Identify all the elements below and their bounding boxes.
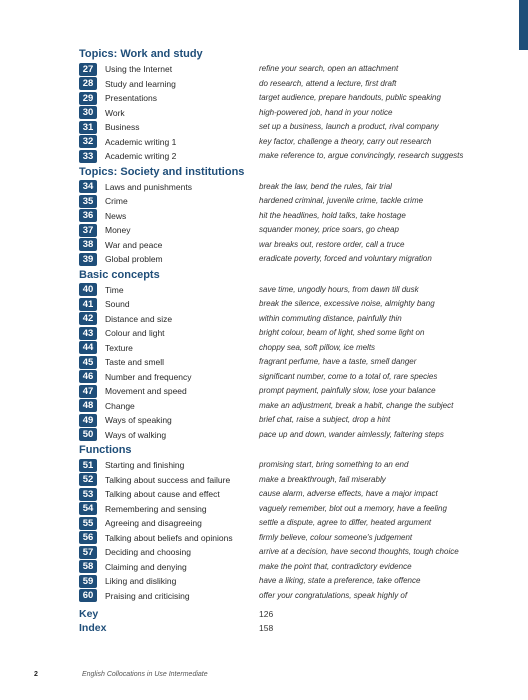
unit-examples: squander money, price soars, go cheap [259, 225, 399, 234]
back-matter-page: 126 [259, 609, 274, 619]
unit-title: Texture [105, 342, 133, 353]
unit-number-badge: 55 [79, 517, 97, 530]
unit-examples: key factor, challenge a theory, carry out research [259, 136, 432, 146]
unit-examples: break the law, bend the rules, fair trial [259, 181, 392, 191]
unit-row[interactable] [79, 180, 499, 195]
unit-examples: choppy sea, soft pillow, ice melts [259, 342, 376, 352]
unit-row[interactable] [79, 384, 499, 399]
unit-row[interactable] [79, 194, 499, 209]
unit-examples: brief chat, raise a subject, drop a hint [259, 415, 391, 424]
unit-title: Ways of speaking [105, 415, 172, 425]
unit-title: Using the Internet [105, 64, 173, 74]
unit-number-badge: 51 [79, 459, 97, 472]
section-heading: Basic concepts [79, 268, 160, 281]
unit-number-badge: 59 [79, 575, 97, 588]
unit-examples: war breaks out, restore order, call a truce [259, 239, 405, 249]
unit-examples: firmly believe, colour someone's judgement [259, 532, 413, 542]
unit-number-badge: 32 [79, 135, 97, 148]
unit-examples: pace up and down, wander aimlessly, faltering steps [259, 429, 444, 439]
unit-number-badge: 44 [79, 341, 97, 354]
page-footer [34, 669, 334, 681]
unit-row[interactable] [79, 516, 499, 531]
unit-examples: refine your search, open an attachment [259, 64, 399, 73]
unit-row[interactable] [79, 238, 499, 253]
section-heading: Functions [79, 444, 132, 456]
unit-number-badge: 46 [79, 370, 97, 383]
unit-number-badge: 49 [79, 414, 97, 427]
unit-title: Study and learning [105, 78, 176, 89]
unit-number-badge: 27 [79, 63, 97, 76]
unit-row[interactable] [79, 458, 499, 473]
unit-number-badge: 30 [79, 106, 97, 119]
unit-examples: hit the headlines, hold talks, take hostage [259, 210, 406, 220]
unit-title: Taste and smell [105, 357, 165, 367]
unit-row[interactable] [79, 399, 499, 414]
unit-number-badge: 31 [79, 121, 97, 134]
unit-row[interactable] [79, 473, 499, 488]
unit-title: Sound [105, 299, 130, 309]
unit-examples: within commuting distance, painfully thin [259, 313, 402, 323]
unit-title: Number and frequency [105, 371, 192, 382]
unit-row[interactable] [79, 341, 499, 356]
unit-number-badge: 36 [79, 209, 97, 222]
unit-number-badge: 47 [79, 385, 97, 398]
back-matter-label: Key [79, 608, 99, 620]
unit-row[interactable] [79, 149, 499, 164]
unit-examples: high-powered job, hand in your notice [259, 107, 393, 117]
book-title: English Collocations in Use Intermediate [81, 671, 208, 678]
unit-number-badge: 37 [79, 224, 97, 237]
unit-number-badge: 38 [79, 238, 97, 251]
unit-row[interactable] [79, 326, 499, 341]
unit-examples: make a breakthrough, fail miserably [259, 474, 386, 484]
unit-row[interactable] [79, 560, 499, 575]
unit-title: Crime [105, 196, 128, 206]
unit-title: Academic writing 1 [105, 136, 177, 147]
unit-title: Laws and punishments [105, 181, 192, 192]
unit-row[interactable] [79, 135, 499, 150]
unit-title: Academic writing 2 [105, 151, 177, 161]
unit-number-badge: 57 [79, 546, 97, 559]
unit-title: Time [105, 284, 124, 295]
unit-examples: significant number, come to a total of, rare species [259, 371, 438, 381]
unit-examples: save time, ungodly hours, from dawn till dusk [259, 284, 419, 294]
back-matter-page: 158 [259, 623, 274, 633]
unit-row[interactable] [79, 487, 499, 502]
unit-number-badge: 39 [79, 253, 97, 266]
unit-number-badge: 53 [79, 488, 97, 501]
unit-number-badge: 28 [79, 77, 97, 90]
unit-examples: break the silence, excessive noise, almighty bang [259, 299, 435, 308]
unit-row[interactable] [79, 77, 499, 92]
unit-examples: do research, attend a lecture, first draft [259, 78, 397, 88]
unit-row[interactable] [79, 370, 499, 385]
unit-row[interactable] [79, 574, 499, 589]
unit-number-badge: 48 [79, 399, 97, 412]
unit-title: Remembering and sensing [105, 503, 207, 514]
unit-examples: cause alarm, adverse effects, have a major impact [259, 489, 438, 498]
unit-number-badge: 50 [79, 428, 97, 441]
unit-title: Starting and finishing [105, 460, 185, 470]
unit-row[interactable] [79, 223, 499, 238]
unit-title: Praising and criticising [105, 590, 190, 601]
unit-number-badge: 42 [79, 312, 97, 325]
unit-row[interactable] [79, 283, 499, 298]
unit-number-badge: 43 [79, 327, 97, 340]
unit-examples: offer your congratulations, speak highly of [259, 590, 408, 600]
unit-title: Presentations [105, 93, 157, 103]
unit-number-badge: 35 [79, 195, 97, 208]
unit-examples: hardened criminal, juvenile crime, tackle crime [259, 196, 424, 205]
unit-title: News [105, 210, 127, 221]
unit-title: Talking about cause and effect [105, 489, 220, 499]
unit-number-badge: 40 [79, 283, 97, 296]
unit-title: Money [105, 225, 131, 235]
corner-tab [519, 0, 528, 50]
unit-examples: eradicate poverty, forced and voluntary migration [259, 254, 432, 263]
unit-title: Movement and speed [105, 386, 187, 396]
unit-number-badge: 45 [79, 356, 97, 369]
unit-title: Deciding and choosing [105, 547, 192, 557]
unit-examples: settle a dispute, agree to differ, heated argument [259, 518, 432, 527]
unit-number-badge: 41 [79, 298, 97, 311]
unit-row[interactable] [79, 312, 499, 327]
unit-row[interactable] [79, 106, 499, 121]
back-matter-row[interactable] [79, 621, 499, 635]
unit-row[interactable] [79, 545, 499, 560]
contents-list [79, 46, 499, 635]
unit-examples: set up a business, launch a product, rival company [259, 122, 439, 131]
unit-number-badge: 58 [79, 560, 97, 573]
unit-row[interactable] [79, 209, 499, 224]
unit-examples: promising start, bring something to an end [259, 460, 409, 469]
unit-examples: have a liking, state a preference, take offence [259, 576, 421, 585]
unit-title: Liking and disliking [105, 576, 177, 586]
unit-examples: target audience, prepare handouts, public speaking [259, 93, 441, 102]
unit-row[interactable] [79, 120, 499, 135]
section-heading: Topics: Society and institutions [79, 165, 245, 178]
unit-examples: make reference to, argue convincingly, research suggests [259, 151, 464, 160]
unit-examples: prompt payment, painfully slow, lose your balance [259, 386, 436, 395]
unit-title: Work [105, 107, 125, 118]
unit-title: War and peace [105, 239, 163, 250]
unit-examples: bright colour, beam of light, shed some light on [259, 328, 425, 337]
sections-container [79, 46, 499, 603]
unit-title: Business [105, 122, 140, 132]
unit-title: Talking about success and failure [105, 474, 231, 485]
unit-number-badge: 52 [79, 473, 97, 486]
unit-number-badge: 34 [79, 180, 97, 193]
unit-examples: vaguely remember, blot out a memory, have a feeling [259, 503, 447, 513]
unit-number-badge: 29 [79, 92, 97, 105]
unit-examples: make an adjustment, break a habit, change the subject [259, 400, 454, 410]
unit-row[interactable] [79, 413, 499, 428]
back-matter-label: Index [79, 622, 107, 634]
unit-row[interactable] [79, 62, 499, 77]
unit-title: Colour and light [105, 328, 165, 338]
unit-row[interactable] [79, 297, 499, 312]
unit-examples: arrive at a decision, have second thoughts, tough choice [259, 547, 459, 556]
unit-title: Agreeing and disagreeing [105, 518, 202, 528]
unit-row[interactable] [79, 355, 499, 370]
unit-number-badge: 33 [79, 150, 97, 163]
unit-row[interactable] [79, 531, 499, 546]
back-matter-row[interactable] [79, 607, 499, 621]
unit-examples: make the point that, contradictory evidence [259, 561, 412, 571]
unit-row[interactable] [79, 252, 499, 267]
unit-title: Change [105, 400, 135, 411]
unit-title: Ways of walking [105, 429, 167, 440]
unit-number-badge: 56 [79, 531, 97, 544]
unit-row[interactable] [79, 91, 499, 106]
unit-number-badge: 54 [79, 502, 97, 515]
unit-title: Claiming and denying [105, 561, 187, 572]
unit-row[interactable] [79, 589, 499, 604]
back-matter [79, 607, 499, 635]
unit-title: Talking about beliefs and opinions [105, 532, 233, 543]
unit-row[interactable] [79, 428, 499, 443]
unit-row[interactable] [79, 502, 499, 517]
section-heading: Topics: Work and study [79, 48, 203, 60]
page-number: 2 [34, 671, 38, 678]
unit-examples: fragrant perfume, have a taste, smell danger [259, 357, 417, 366]
unit-title: Global problem [105, 254, 163, 264]
unit-number-badge: 60 [79, 589, 97, 602]
unit-title: Distance and size [105, 313, 173, 324]
